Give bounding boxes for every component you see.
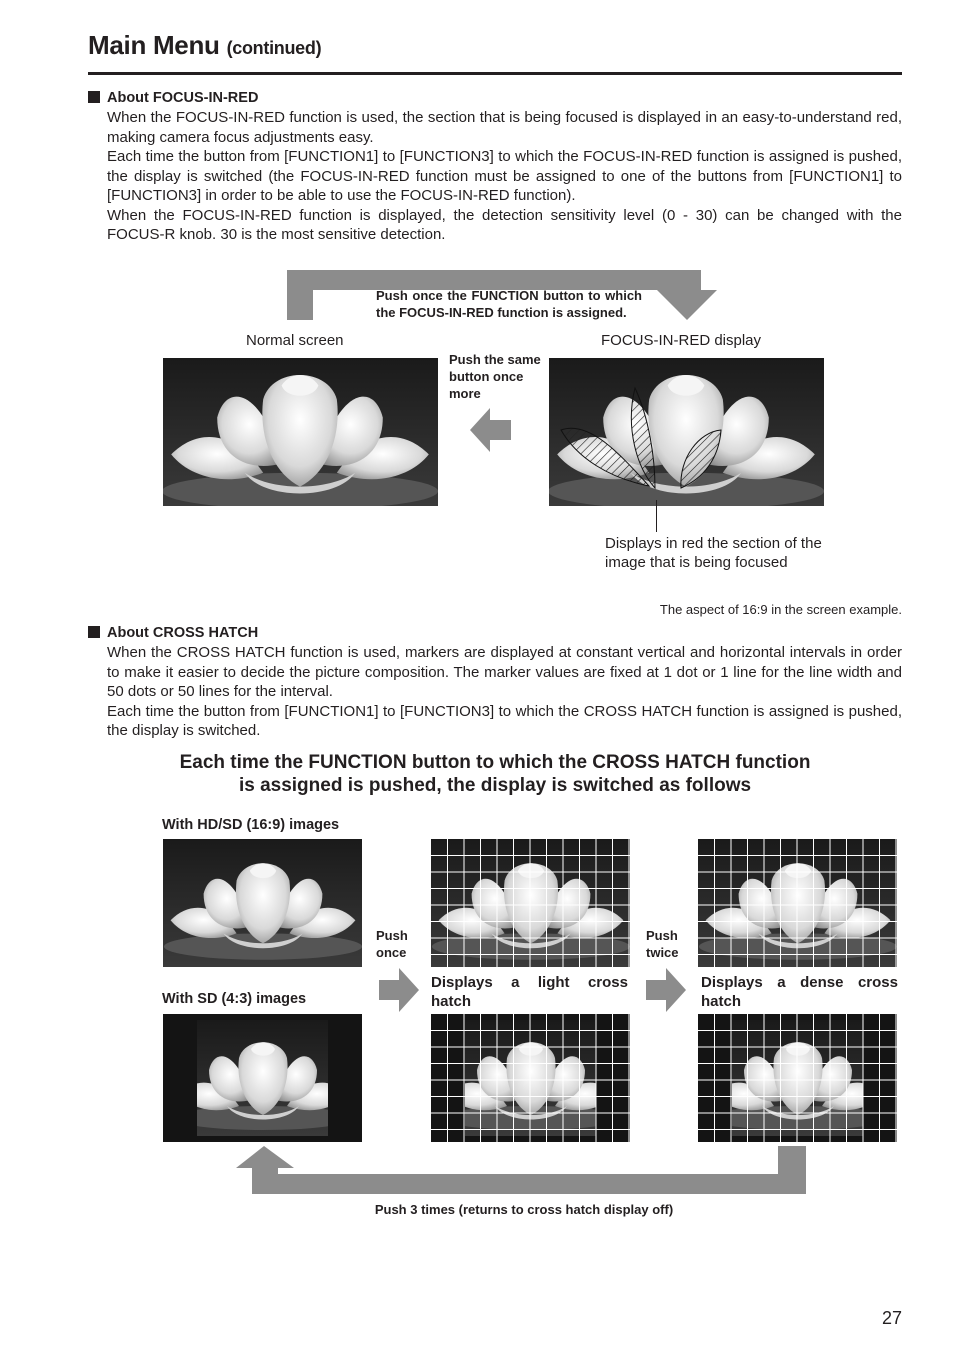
- right-arrow-icon: [379, 968, 419, 1012]
- page-title: [88, 30, 321, 61]
- diagram-title-line-1: Each time the FUNCTION button to which the CROSS HATCH function: [179, 752, 811, 773]
- header-rule: [88, 72, 902, 75]
- focus-in-red-image: [549, 358, 824, 506]
- crosshatch-section-heading: [88, 625, 258, 641]
- return-label: Push 3 times (returns to cross hatch display off): [374, 1202, 674, 1217]
- left-arrow-icon: [470, 408, 512, 452]
- crosshatch-body: [107, 643, 902, 741]
- focus-paragraph-1: When the FOCUS-IN-RED function is used, the section that is being focused is displayed in an easy-to-understand red, making camera focus adjustments easy.: [107, 109, 902, 146]
- title-main: Main Menu: [88, 30, 220, 60]
- page-number: 27: [881, 1308, 902, 1328]
- title-suffix: (continued): [226, 38, 322, 58]
- push-again-label: Push the same button once more: [449, 352, 541, 401]
- push-once-text: Push once: [376, 928, 408, 960]
- bullet-square-icon: [88, 626, 100, 638]
- crosshatch-paragraph-2: Each time the button from [FUNCTION1] to [FUNCTION3] to which the CROSS HATCH function is assigned is pushed, the display is switched.: [107, 702, 902, 739]
- dense-hatch-grid: [698, 839, 897, 967]
- sd-light-hatch-image: [431, 1014, 630, 1142]
- right-arrow-icon: [646, 968, 686, 1012]
- hd-label: With HD/SD (16:9) images: [162, 817, 340, 833]
- focus-heading-text: About FOCUS-IN-RED: [107, 90, 259, 106]
- hd-normal-image: [163, 839, 362, 967]
- crosshatch-paragraph-1: When the CROSS HATCH function is used, markers are displayed at constant vertical and horizontal intervals in order to make it easier to decide the picture composition. The marker values are fixed at 1 dot or 1 line for the line width and 50 dots or 50 lines for the interval.: [107, 644, 902, 700]
- focus-body: [107, 108, 902, 245]
- focus-callout: Displays in red the section of the image that is being focused: [605, 535, 822, 571]
- focus-display-label: FOCUS-IN-RED display: [601, 332, 762, 349]
- sd-normal-image: [163, 1014, 362, 1142]
- crosshatch-diagram-title: [100, 751, 890, 797]
- sd-label: With SD (4:3) images: [162, 991, 307, 1007]
- push-twice-text: Push twice: [646, 928, 679, 960]
- dense-hatch-label: Displays a dense cross hatch: [701, 974, 898, 1010]
- light-hatch-label: Displays a light cross hatch: [431, 974, 628, 1010]
- hd-dense-hatch-image: [698, 839, 897, 967]
- crosshatch-heading-text: About CROSS HATCH: [107, 625, 259, 641]
- return-bracket-arrow: [234, 1144, 808, 1196]
- light-hatch-grid: [431, 839, 630, 967]
- focus-section-heading: [88, 90, 258, 106]
- hd-light-hatch-image: [431, 839, 630, 967]
- normal-screen-label: Normal screen: [246, 332, 344, 349]
- aspect-note: The aspect of 16:9 in the screen example.: [659, 602, 902, 617]
- diagram-title-line-2: is assigned is pushed, the display is switched as follows: [238, 775, 752, 796]
- sd-dense-hatch-image: [698, 1014, 897, 1142]
- bullet-square-icon: [88, 91, 100, 103]
- focus-paragraph-3: When the FOCUS-IN-RED function is displayed, the detection sensitivity level (0 - 30) can be changed with the FOCUS-R knob. 30 is the most sensitive detection.: [107, 206, 902, 243]
- push-once-label: Push once the FUNCTION button to which the FOCUS-IN-RED function is assigned.: [376, 288, 642, 320]
- focus-paragraph-2: Each time the button from [FUNCTION1] to [FUNCTION3] to which the FOCUS-IN-RED function is assigned is pushed, the display is switched (the FOCUS-IN-RED function must be assigned to one of the buttons from [FUNCTION1] to [FUNCTION3] in order to be able to use the FOCUS-IN-RED function).: [107, 148, 902, 204]
- callout-line: [656, 500, 657, 532]
- normal-screen-image: [163, 358, 438, 506]
